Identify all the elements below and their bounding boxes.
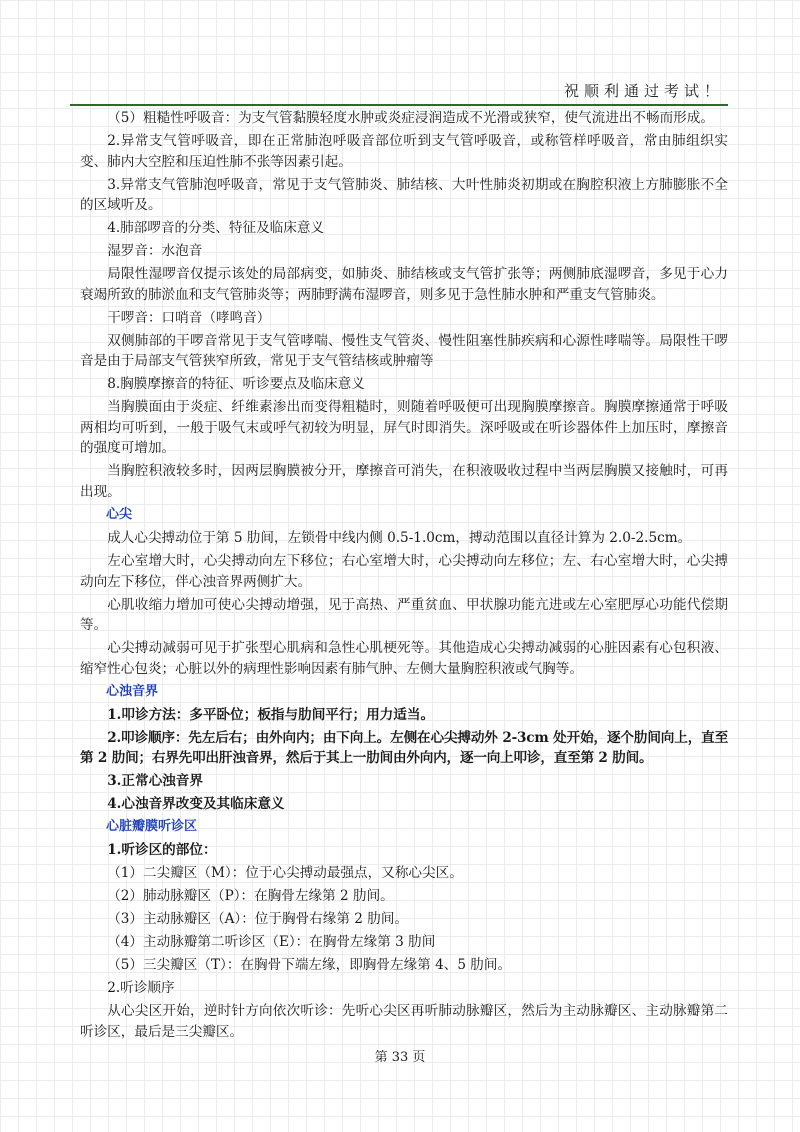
valve-area-tricuspid: （5）三尖瓣区（T）：在胸骨下端左缘，即胸骨左缘第 4、5 肋间。 xyxy=(107,957,512,974)
paragraph-apex-enhanced: 心肌收缩力增加可使心尖搏动增强，见于高热、严重贫血、甲状腺功能亢进或左心室肥厚心功能代偿期等。 xyxy=(80,596,728,634)
valve-area-aortic: （3）主动脉瓣区（A）：位于胸骨右缘第 2 肋间。 xyxy=(107,911,409,928)
heading-pleural-friction: 8.胸膜摩擦音的特征、听诊要点及临床意义 xyxy=(107,376,365,393)
paragraph-pleural-effusion: 当胸腔积液较多时，因两层胸膜被分开，摩擦音可消失，在积液吸收过程中当两层胸膜又接触时，可再出现。 xyxy=(80,463,728,500)
paragraph-abnormal-bronchovesicular: 3.异常支气管肺泡呼吸音，常见于支气管肺炎、肺结核、大叶性肺炎初期或在胸腔积液上方肺膨胀不全的区域听及。 xyxy=(80,176,728,214)
dullness-changes: 4.心浊音界改变及其临床意义 xyxy=(107,796,285,813)
dullness-order: 2.叩诊顺序：先左后右；由外向内；由下向上。左侧在心尖搏动外 2-3cm 处开始，逐个肋间向上，直至第 2 肋间；右界先叩出肝浊音界，然后于其上一肋间由外向内，逐一向上叩诊，直至第 2 肋间。 xyxy=(80,729,728,767)
section-title-apex: 心尖 xyxy=(106,506,133,522)
paragraph-apex-weakened: 心尖搏动减弱可见于扩张型心肌病和急性心肌梗死等。其他造成心尖搏动减弱的心脏因素有心包积液、缩窄性心包炎；心脏以外的病理性影响因素有肺气肿、左侧大量胸腔积液或气胸等。 xyxy=(80,640,728,677)
paragraph-pleural-friction: 当胸膜面由于炎症、纤维素渗出而变得粗糙时，则随着呼吸便可出现胸膜摩擦音。胸膜摩擦通常于呼吸两相均可听到，一般于吸气末或呼气初较为明显，屏气时即消失。深呼吸或在听诊器体件上加压时，摩擦音的强度可增加。 xyxy=(80,399,728,457)
dullness-normal: 3.正常心浊音界 xyxy=(107,773,203,790)
valve-order-text: 从心尖区开始，逆时针方向依次听诊：先听心尖区再听肺动脉瓣区，然后为主动脉瓣区、主动脉瓣第二听诊区，最后是三尖瓣区。 xyxy=(80,1003,728,1040)
valve-subtitle: 1.听诊区的部位： xyxy=(107,842,217,859)
label-dry-rales: 干啰音：口哨音（哮鸣音） xyxy=(107,309,271,326)
paragraph-abnormal-bronchial: 2.异常支气管呼吸音，即在正常肺泡呼吸音部位听到支气管呼吸音，或称管样呼吸音，常由肺组织实变、肺内大空腔和压迫性肺不张等因素引起。 xyxy=(80,132,728,170)
paragraph-moist-rales: 局限性湿啰音仅提示该处的局部病变，如肺炎、肺结核或支气管扩张等；两侧肺底湿啰音，多见于心力衰竭所致的肺淤血和支气管肺炎等；两肺野满布湿啰音，则多见于急性肺水肿和严重支气管肺炎。 xyxy=(80,266,728,303)
section-title-valve-areas: 心脏瓣膜听诊区 xyxy=(106,819,198,835)
paragraph-apex-displacement: 左心室增大时，心尖搏动向左下移位；右心室增大时，心尖搏动向左移位；左、右心室增大时，心尖搏动向左下移位，伴心浊音界两侧扩大。 xyxy=(80,552,728,590)
valve-area-mitral: （1）二尖瓣区（M）：位于心尖搏动最强点，又称心尖区。 xyxy=(107,865,463,882)
heading-rales: 4.肺部啰音的分类、特征及临床意义 xyxy=(107,220,325,237)
page-number: 第 33 页 xyxy=(374,1050,426,1065)
paragraph-rough-breath-sound: （5）粗糙性呼吸音：为支气管黏膜轻度水肿或炎症浸润造成不光滑或狭窄，使气流进出不畅而形成。 xyxy=(107,110,714,126)
header-motto: 祝顺利通过考试！ xyxy=(563,82,724,100)
valve-order-title: 2.听诊顺序 xyxy=(107,980,175,997)
valve-area-pulmonary: （2）肺动脉瓣区（P）：在胸骨左缘第 2 肋间。 xyxy=(107,888,394,905)
page-content xyxy=(80,108,728,1045)
paragraph-dry-rales: 双侧肺部的干啰音常见于支气管哮喘、慢性支气管炎、慢性阻塞性肺疾病和心源性哮喘等。局限性干啰音是由于局部支气管狭窄所致，常见于支气管结核或肿瘤等 xyxy=(80,332,728,370)
label-moist-rales: 湿罗音：水泡音 xyxy=(107,243,203,260)
header-divider xyxy=(70,104,728,106)
dullness-method: 1.叩诊方法：多平卧位；板指与肋间平行；用力适当。 xyxy=(107,706,435,723)
section-title-dullness: 心浊音界 xyxy=(106,683,159,699)
valve-area-aortic-second: （4）主动脉瓣第二听诊区（E）：在胸骨左缘第 3 肋间 xyxy=(107,934,436,951)
paragraph-apex-position: 成人心尖搏动位于第 5 肋间，左锁骨中线内侧 0.5-1.0cm，搏动范围以直径计算为 2.0-2.5cm。 xyxy=(107,529,692,546)
